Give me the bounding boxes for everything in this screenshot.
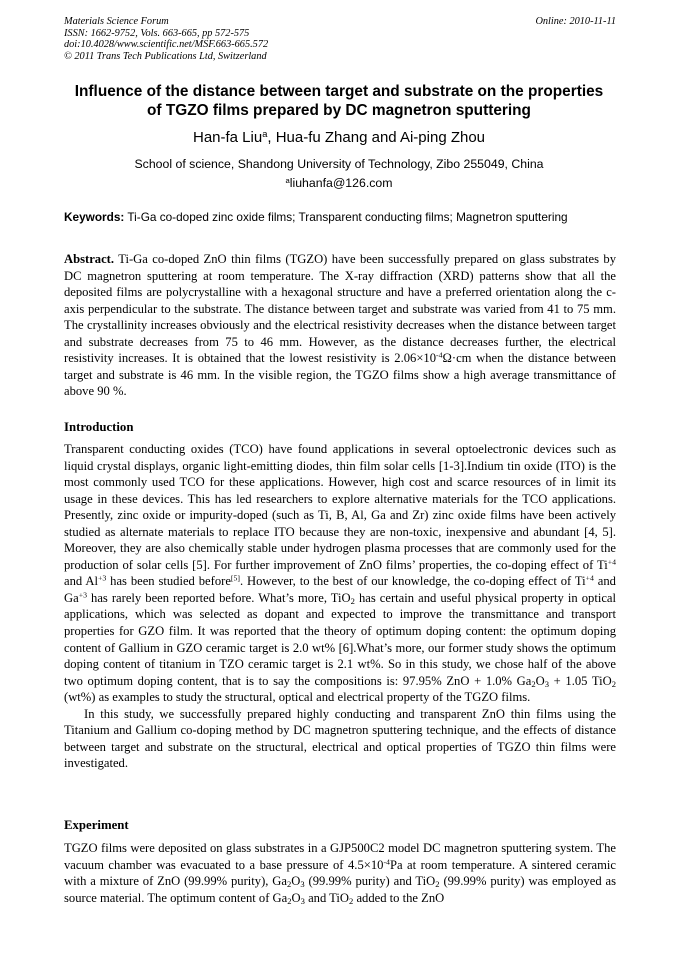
author-list <box>0 129 678 147</box>
title-line-2: of TGZO films prepared by DC magnetron sputtering <box>147 102 531 119</box>
title-line-1: Influence of the distance between target and substrate on the properties <box>74 83 604 100</box>
doi-line: doi:10.4028/www.scientific.net/MSF.663-665.572 <box>64 39 269 51</box>
issn-line: ISSN: 1662-9752, Vols. 663-665, pp 572-575 <box>64 27 250 39</box>
copyright-line: © 2011 Trans Tech Publications Ltd, Switzerland <box>64 50 267 62</box>
email-address: liuhanfa@126.com <box>289 176 393 190</box>
section-heading-experiment: Experiment <box>64 818 129 832</box>
journal-header <box>64 16 616 62</box>
author-email <box>0 176 678 191</box>
keywords-text: Ti-Ga co-doped zinc oxide films; Transparent conducting films; Magnetron sputtering <box>124 210 568 224</box>
abstract-text: Ti-Ga co-doped ZnO thin films (TGZO) have been successfully prepared on glass substrates by DC magnetron sputtering at room temperature. The X-ray diffraction (XRD) patterns show that all the deposited films are polycrystalline with a hexagonal structure and have a preferred orientation along the c-axis perpendicular to the substrate. The distance between target and substrate was varied from 41 to 75 mm. The crystallinity increases obviously and the electrical resistivity decreases when the distance between target and substrate decreases from 75 to 46 mm. However, as the distance decreases further, the electrical resistivity increases. It is obtained that the lowest resistivity is 2.06×10 <box>64 252 616 366</box>
affiliation: School of science, Shandong University of Technology, Zibo 255049, China <box>134 157 544 171</box>
abstract-exponent: -4 <box>436 351 443 360</box>
email-mark: a <box>285 175 290 185</box>
introduction-body <box>64 441 616 772</box>
abstract-label: Abstract. <box>64 252 115 266</box>
experiment-body <box>64 840 616 906</box>
author-1: Han-fa Liu <box>192 129 263 146</box>
other-authors: , Hua-fu Zhang and Ai-ping Zhou <box>267 129 486 146</box>
introduction-paragraph-2: In this study, we successfully prepared highly conducting and transparent ZnO thin films using the Titanium and Gallium co-doping method by DC magnetron sputtering technique, and the effects of distance between target and substrate on the structural, electrical and optical properties of TGZO thin films were investigated. <box>64 706 616 771</box>
section-heading-introduction: Introduction <box>64 420 134 434</box>
paper-title <box>40 82 638 120</box>
journal-name: Materials Science Forum <box>64 16 169 27</box>
introduction-paragraph-1: Transparent conducting oxides (TCO) have found applications in several optoelectronic devices such as liquid crystal displays, organic light-emitting diodes, thin film solar cells [1-3].Indium tin oxide (ITO) is the most commonly used TCO for these applications. However, high cost and scarce resources of in limit its usage in these devices. This has led researchers to explore alternative materials for the TCO applications. Presently, zinc oxide or impurity-doped (such as Ti, B, Al, Ga and Zr) zinc oxide films have been actively studied as alternate materials to replace ITO because they are non-toxic, inexpensive and abundant [4, 5]. Moreover, they are also chemically stable under hydrogen plasma processes that are commonly used for the production of solar cells [5]. For further improvement of ZnO films’ properties, the co-doping effect of $Ti^{+4}$ and $Al^{+3}$ has been studied before[5]. However, to the best of our knowledge, the co-doping effect of $Ti^{+4}$ and $Ga^{+3}$ has rarely been reported before. What’s more, TiO$_2$ has certain and useful physical property in optical applications, which was selected as dopant and expected to improve the transmittance and transport properties for GZO film. It was reported that the theory of optimum doping content: the optimum doping content of Gallium in GZO ceramic target is 2.0 wt% [6].What’s more, our former study shows the optimum doping content of titanium in TZO ceramic target is 2.1 wt%. So in this study, we chose half of the above two optimum doping content, that is to say the compositions is: 97.95% ZnO + 1.0% $Ga_2O_3 + 1.05$ TiO$_2$ (wt%) as examples to study the structural, optical and electrical property of the TGZO films. <box>64 442 616 705</box>
abstract <box>64 251 616 400</box>
keywords <box>64 210 624 225</box>
keywords-label: Keywords: <box>64 210 125 224</box>
experiment-paragraph-1: TGZO films were deposited on glass substrates in a GJP500C2 model DC magnetron sputtering system. The vacuum chamber was evacuated to a base pressure of $4.5\times 10^{-4}Pa$ at room temperature. A sintered ceramic with a mixture of ZnO (99.99% purity), $Ga_2O_3$ (99.99% purity) and TiO$_2$ (99.99% purity) was employed as source material. The optimum content of $Ga_2O_3$ and TiO$_2$ added to the ZnO <box>64 841 616 906</box>
online-date: Online: 2010-11-11 <box>535 16 616 27</box>
abstract-text-end: Ω·cm when the distance between target and substrate is 46 mm. In the visible region, the TGZO films show a high average transmittance of above 90 %. <box>64 351 617 399</box>
author-1-mark: a <box>262 128 268 139</box>
